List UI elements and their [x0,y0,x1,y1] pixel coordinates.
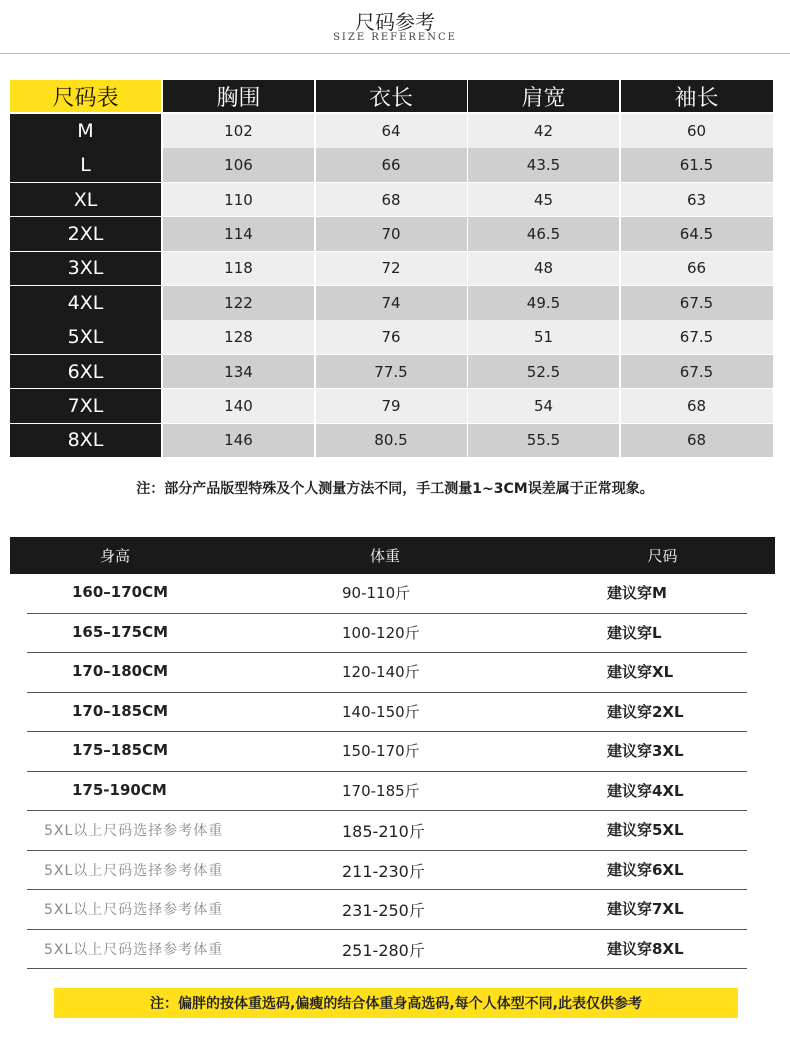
measurement-note: 注：部分产品版型特殊及个人测量方法不同，手工测量1~3CM误差属于正常现象。 [136,481,654,497]
recommendation-row [27,574,747,614]
page-title: 尺码参考 [355,10,435,34]
recommendation-row [27,811,747,851]
size-value-cell: 122 [163,286,314,320]
size-label-cell: 5XL [10,320,161,354]
size-label-cell: L [10,148,161,182]
recommendation-row [27,851,747,891]
height-cell: 175-190CM [72,780,167,799]
size-value-cell: 67.5 [621,320,773,354]
page-header [0,0,790,56]
size-value-cell: 67.5 [621,355,773,389]
size-value-cell: 42 [468,114,619,148]
size-table-row [10,252,775,286]
recommendation-row [27,614,747,654]
size-table [10,80,775,458]
size-recommendation-cell: 建议穿5XL [607,821,684,839]
size-value-cell: 118 [163,252,314,286]
size-value-cell: 64.5 [621,217,773,251]
height-cell: 170–185CM [72,701,169,720]
height-cell: 165–175CM [72,622,169,641]
recommendation-row [27,653,747,693]
size-value-cell: 79 [316,389,467,423]
size-value-cell: 74 [316,286,467,320]
size-label-cell: 8XL [10,424,161,458]
size-value-cell: 80.5 [316,424,467,458]
size-table-row [10,389,775,423]
size-label-cell: 2XL [10,217,161,251]
size-recommendation-cell: 建议穿L [607,623,662,642]
size-table-row [10,217,775,251]
size-recommendation-cell: 建议穿3XL [607,742,684,760]
selection-note: 注：偏胖的按体重选码,偏瘦的结合体重身高选码,每个人体型不同,此表仅供参考 [54,988,738,1018]
weight-cell: 170-185斤 [342,781,420,800]
size-value-cell: 70 [316,217,467,251]
height-cell: 5XL以上尺码选择参考体重 [44,862,224,879]
weight-cell: 150-170斤 [342,742,420,760]
weight-cell: 140-150斤 [342,702,420,721]
height-cell: 170–180CM [72,662,169,680]
size-label-cell: 3XL [10,252,161,286]
weight-cell: 251-280斤 [342,940,425,960]
height-cell: 160–170CM [72,583,169,601]
size-value-cell: 128 [163,320,314,354]
size-value-cell: 60 [621,114,773,148]
size-table-header-cell: 衣长 [316,80,467,112]
size-value-cell: 146 [163,424,314,458]
size-label-cell: XL [10,183,161,217]
size-value-cell: 55.5 [468,424,619,458]
size-recommendation-cell: 建议穿8XL [607,939,684,958]
weight-cell: 231-250斤 [342,901,425,920]
size-table-row [10,286,775,320]
size-recommendation-cell: 建议穿6XL [607,860,684,879]
size-value-cell: 102 [163,114,314,148]
size-value-cell: 48 [468,252,619,286]
size-value-cell: 54 [468,389,619,423]
size-recommendation-cell: 建议穿2XL [607,702,684,721]
height-cell: 175–185CM [72,741,169,759]
size-value-cell: 49.5 [468,286,619,320]
size-value-cell: 67.5 [621,286,773,320]
weight-cell: 90-110斤 [342,584,411,602]
size-value-cell: 77.5 [316,355,467,389]
size-value-cell: 64 [316,114,467,148]
recommendation-row [27,930,747,970]
rec-header-height: 身高 [99,547,130,565]
size-value-cell: 114 [163,217,314,251]
size-recommendation-cell: 建议穿XL [607,663,674,681]
size-table-header [10,80,775,112]
size-table-header-cell: 肩宽 [468,80,619,112]
size-value-cell: 68 [621,424,773,458]
size-value-cell: 46.5 [468,217,619,251]
size-recommendation-cell: 建议穿M [607,584,667,602]
size-value-cell: 76 [316,320,467,354]
size-value-cell: 43.5 [468,148,619,182]
size-label-cell: 6XL [10,355,161,389]
size-value-cell: 110 [163,183,314,217]
recommendation-table-header [10,537,775,574]
size-value-cell: 61.5 [621,148,773,182]
size-value-cell: 140 [163,389,314,423]
page-subtitle: SIZE REFERENCE [333,32,457,43]
size-table-row [10,183,775,217]
size-value-cell: 66 [316,148,467,182]
size-value-cell: 134 [163,355,314,389]
recommendation-row [27,890,747,930]
weight-cell: 211-230斤 [342,861,425,881]
recommendation-row [27,732,747,772]
weight-cell: 120-140斤 [342,663,420,681]
recommendation-row [27,772,747,812]
recommendation-row [27,693,747,733]
size-table-row [10,355,775,389]
size-label-cell: M [10,114,161,148]
size-table-row [10,424,775,458]
height-cell: 5XL以上尺码选择参考体重 [44,823,224,839]
rec-header-weight: 体重 [369,547,400,565]
size-label-cell: 4XL [10,286,161,320]
rec-header-size: 尺码 [647,547,678,565]
size-value-cell: 72 [316,252,467,286]
size-table-row [10,114,775,148]
recommendation-table [10,537,775,969]
size-value-cell: 68 [316,183,467,217]
size-recommendation-cell: 建议穿7XL [607,900,684,918]
weight-cell: 185-210斤 [342,822,425,841]
size-value-cell: 51 [468,320,619,354]
size-value-cell: 52.5 [468,355,619,389]
size-table-row [10,320,775,354]
size-table-header-cell: 尺码表 [10,80,161,112]
height-cell: 5XL以上尺码选择参考体重 [44,902,224,918]
height-cell: 5XL以上尺码选择参考体重 [44,941,224,958]
weight-cell: 100-120斤 [342,623,420,642]
size-label-cell: 7XL [10,389,161,423]
size-value-cell: 45 [468,183,619,217]
size-value-cell: 63 [621,183,773,217]
size-table-row [10,148,775,182]
size-value-cell: 68 [621,389,773,423]
size-table-header-cell: 胸围 [163,80,314,112]
header-divider [0,53,790,54]
size-table-header-cell: 袖长 [621,80,773,112]
size-value-cell: 106 [163,148,314,182]
size-recommendation-cell: 建议穿4XL [607,781,684,800]
size-value-cell: 66 [621,252,773,286]
